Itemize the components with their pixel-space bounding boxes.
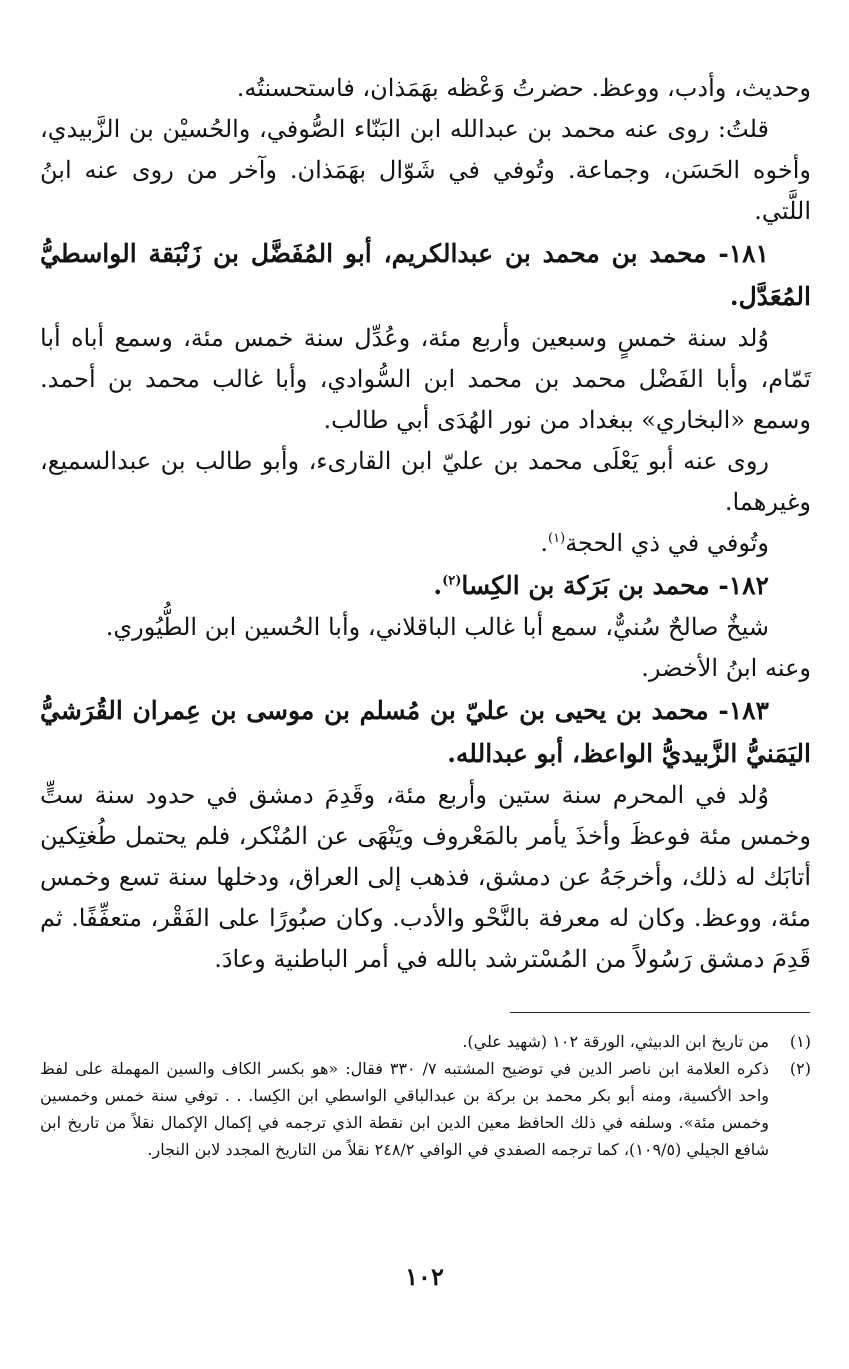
footnote-item [40, 1028, 811, 1055]
entry-heading-181: ١٨١- محمد بن محمد بن عبدالكريم، أبو المُفَضَّل بن زَنْبَقة الواسطيُّ المُعَدَّل. [40, 239, 811, 311]
entry-title-182: ١٨٢- محمد بن بَرَكة بن الكِسا [461, 571, 769, 600]
paragraph: قلتُ: روى عنه محمد بن عبدالله ابن البَنّاء الصُّوفي، والحُسيْن بن الزَّبيدي، وأخوه الحَسَن، وجماعة. وتُوفي في شَوّال بهَمَذان. وآخر من روى عنه ابنُ اللَّتي. [40, 115, 812, 225]
paragraph: روى عنه أبو يَعْلَى محمد بن عليّ ابن القارىء، وأبو طالب بن عبدالسميع، وغيرهما. [40, 447, 811, 516]
footnote-number: (١) [789, 1032, 811, 1051]
punctuation: . [433, 571, 443, 600]
footnote-number: (٢) [789, 1059, 811, 1078]
footnote-ref-1[interactable]: (١) [548, 531, 566, 546]
page-body [40, 68, 811, 980]
footnote-text: ذكره العلامة ابن ناصر الدين في توضيح المشتبه ٧/ ٣٣٠ فقال: «هو بكسر الكاف والسين المهملة على لفظ واحد الأكسية، ومنه أبو بكر محمد بن بركة بن عبدالباقي الواسطي ابن الكِسا. . . توفي سنة خمس وخمسين وخمس مئة». وسلفه في ذلك الحافظ معين الدين ابن نقطة الذي ترجمه في إكمال الإكمال نقلاً من تاريخ ابن شافع الجيلي (١٠٩/٥)، كما ترجمه الصفدي في الوافي ٢٤٨/٢ نقلاً من التاريخ المجدد لابن النجار. [40, 1059, 769, 1159]
paragraph: وحديث، وأدب، ووعظ. حضرتُ وَعْظه بهَمَذان، فاستحسنتُه. [236, 74, 811, 102]
entry-heading-182 [40, 564, 811, 607]
paragraph: شيخٌ صالحٌ سُنيٌّ، سمع أبا غالب الباقلاني، وأبا الحُسين ابن الطُّيُوري. [105, 613, 769, 641]
footnote-ref-2[interactable]: (٢) [442, 573, 462, 589]
paragraph [40, 523, 811, 564]
death-date-text: وتُوفي في ذي الحجة [565, 529, 769, 557]
page-number: ١٠٢ [405, 1262, 444, 1291]
entry-heading-183: ١٨٣- محمد بن يحيى بن عليّ بن مُسلم بن موسى بن عِمران القُرَشيُّ اليَمَنيُّ الزَّبيديُّ الواعظ، أبو عبدالله. [40, 696, 811, 768]
footnote-item [40, 1055, 811, 1163]
footnote-divider [510, 1012, 810, 1013]
punctuation: . [540, 529, 549, 557]
paragraph: وعنه ابنُ الأخضر. [641, 654, 811, 682]
paragraph: وُلد سنة خمسٍ وسبعين وأربع مئة، وعُدِّل سنة خمس مئة، وسمع أباه أبا تَمّام، وأبا الفَضْل محمد بن محمد ابن السُّوادي، وأبا غالب محمد بن أحمد. وسمع «البخاري» ببغداد من نور الهُدَى أبي طالب. [40, 324, 811, 434]
footnotes [40, 1028, 811, 1163]
paragraph: وُلد في المحرم سنة ستين وأربع مئة، وقَدِمَ دمشق في حدود سنة ستٍّ وخمس مئة فوعظَ وأخذَ يأمر بالمَعْروف ويَنْهَى عن المُنْكر، فلم يحتمل طُغتِكين أتابَك له ذلك، وأخرجَهُ عن دمشق، فذهب إلى العراق، ودخلها سنة تسع وخمس مئة، ووعظ. وكان له معرفة بالنَّحْو والأدب. وكان صبُورًا على الفَقْر، متعفِّفًا. ثم قَدِمَ دمشق رَسُولاً من المُسْترشد بالله في أمر الباطنية وعادَ. [40, 781, 811, 973]
footnote-text: من تاريخ ابن الدبيثي، الورقة ١٠٢ (شهيد علي). [462, 1032, 769, 1051]
